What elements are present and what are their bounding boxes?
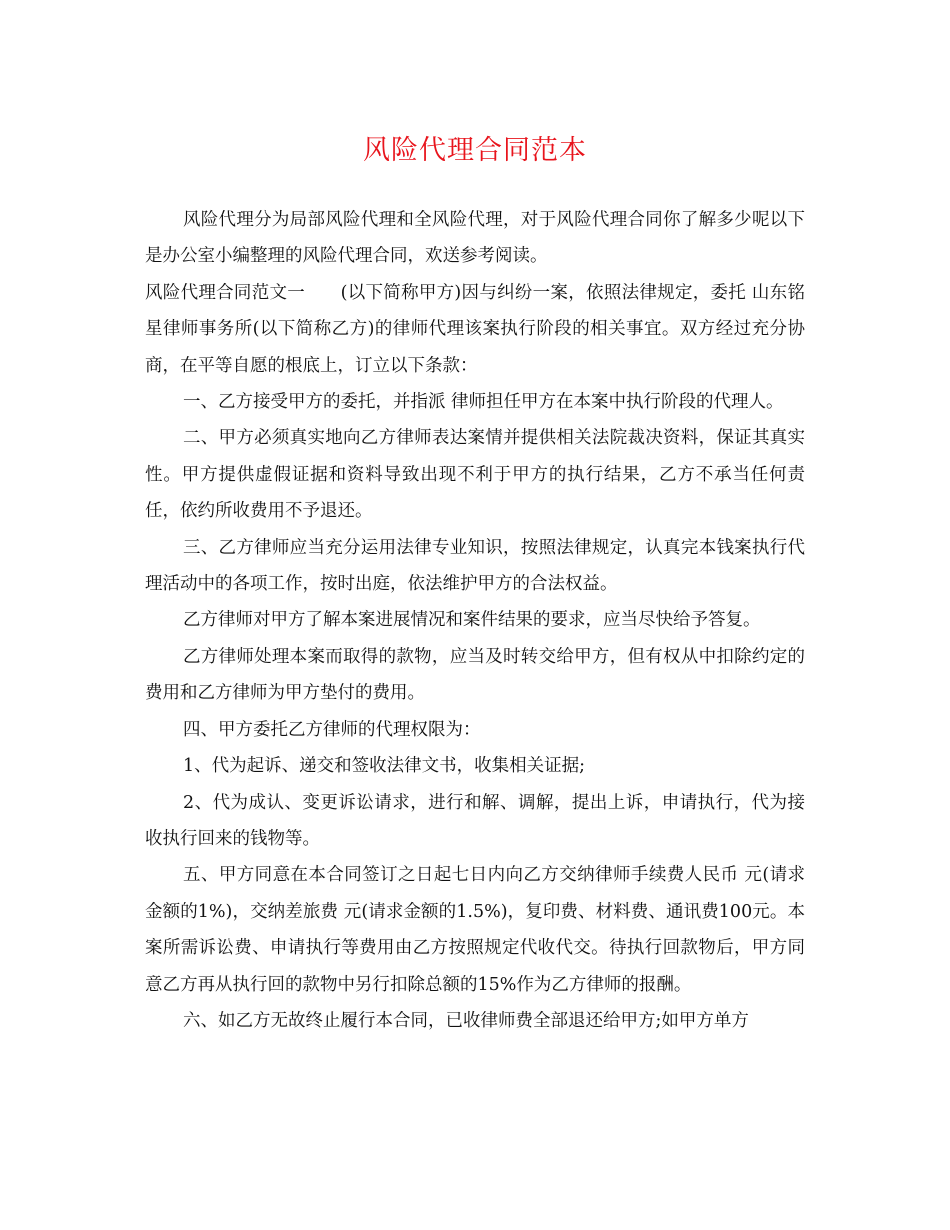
paragraph-clause-4-item-1: 1、代为起诉、递交和签收法律文书，收集相关证据; bbox=[183, 756, 586, 777]
paragraph-clause-2: 二、甲方必须真实地向乙方律师表达案情并提供相关法院裁决资料，保证其真实性。甲方提供虚假证据和资料导致出现不利于甲方的执行结果，乙方不承当任何责任，依约所收费用不予退还。 bbox=[145, 428, 805, 522]
paragraph-clause-4: 四、甲方委托乙方律师的代理权限为： bbox=[183, 719, 481, 740]
paragraph-contract-preamble: 风险代理合同范文一 (以下简称甲方)因与纠纷一案，依照法律规定，委托 山东铭星律师事务所(以下简称乙方)的律师代理该案执行阶段的相关事宜。双方经过充分协商，在平等自愿的根底上，订立以下条款： bbox=[145, 282, 805, 376]
document-body bbox=[145, 202, 805, 1039]
paragraph-clause-3-reply: 乙方律师对甲方了解本案进展情况和案件结果的要求，应当尽快给予答复。 bbox=[183, 610, 761, 631]
paragraph-intro: 风险代理分为局部风险代理和全风险代理，对于风险代理合同你了解多少呢以下是办公室小编整理的风险代理合同，欢送参考阅读。 bbox=[145, 210, 805, 267]
paragraph-clause-6: 六、如乙方无故终止履行本合同，已收律师费全部退还给甲方;如甲方单方 bbox=[183, 1010, 749, 1031]
document-title: 风险代理合同范本 bbox=[363, 135, 587, 166]
paragraph-clause-1: 一、乙方接受甲方的委托，并指派 律师担任甲方在本案中执行阶段的代理人。 bbox=[183, 392, 784, 413]
paragraph-clause-3: 三、乙方律师应当充分运用法律专业知识，按照法律规定，认真完本钱案执行代理活动中的各项工作，按时出庭，依法维护甲方的合法权益。 bbox=[145, 537, 805, 595]
paragraph-clause-5: 五、甲方同意在本合同签订之日起七日内向乙方交纳律师手续费人民币 元(请求金额的1%)，交纳差旅费 元(请求金额的1.5%)，复印费、材料费、通讯费100元。本案所需诉讼费、申请执行等费用由乙方按照规定代收代交。待执行回款物后，甲方同意乙方再从执行回的款物中另行扣除总额的15%作为乙方律师的报酬。 bbox=[145, 865, 805, 995]
paragraph-clause-4-item-2: 2、代为成认、变更诉讼请求，进行和解、调解，提出上诉，申请执行，代为接收执行回来的钱物等。 bbox=[145, 792, 805, 849]
paragraph-clause-3-funds: 乙方律师处理本案而取得的款物，应当及时转交给甲方，但有权从中扣除约定的费用和乙方律师为甲方垫付的费用。 bbox=[145, 646, 805, 704]
